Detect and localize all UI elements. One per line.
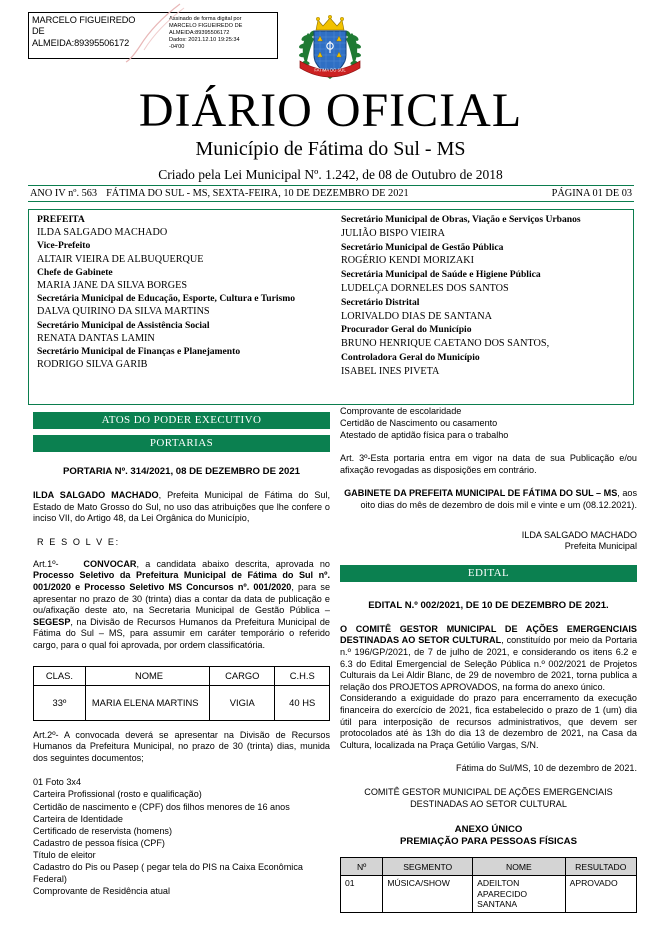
list-item: Carteira de Identidade [33, 813, 123, 824]
official-role: Secretário Municipal de Assistência Social [37, 319, 210, 331]
portaria-preamble [33, 490, 330, 525]
portaria-cabinet-block [340, 488, 637, 511]
article-1-text-a: , a candidata abaixo descrita, aprovada no [136, 558, 330, 569]
list-item: Comprovante de escolaridade [340, 406, 462, 416]
article-1-segesp: SEGESP [33, 616, 71, 627]
edition-page-number: PÁGINA 01 DE 03 [551, 188, 632, 199]
cell-cargo: VIGIA [210, 685, 275, 720]
official-role: Vice-Prefeito [37, 240, 91, 252]
portaria-heading: PORTARIA Nº. 314/2021, 08 DE DEZEMBRO DE 2021 [62, 466, 301, 477]
official-name: ROGÉRIO KENDI MORIZAKI [341, 255, 474, 267]
digital-signature-stamp [28, 12, 278, 59]
edition-left-group [28, 188, 409, 199]
table-row [34, 685, 330, 720]
official-name: LORIVALDO DIAS DE SANTANA [341, 310, 492, 322]
page-title: DIÁRIO OFICIAL [138, 84, 523, 137]
column-header-clas: CLAS. [34, 666, 86, 685]
portaria-article-2: Art.2º- A convocada deverá se apresentar na Divisão de Recursos Humanos da Prefeitura Municipal, no prazo de 30 (trinta) dias, munida dos seguintes documentos; [33, 729, 330, 763]
edital-heading: EDITAL N.º 002/2021, DE 10 DE DEZEMBRO DE 2021. [368, 599, 609, 611]
signature-subject-line1: MARCELO FIGUEIREDO [32, 15, 136, 25]
official-role: Secretário Municipal de Obras, Viação e Serviços Urbanos [341, 214, 581, 225]
coat-of-arms-icon [296, 13, 364, 87]
edition-bar [28, 185, 634, 202]
list-item: Carteira Profissional (rosto e qualificação) [33, 789, 202, 800]
cell-resultado: APROVADO [565, 876, 636, 913]
list-item: Título de eleitor [33, 849, 96, 860]
list-item: Atestado de aptidão física para o trabalho [340, 430, 509, 441]
official-role: Secretária Municipal de Saúde e Higiene Pública [341, 269, 541, 281]
banner-executive-acts: ATOS DO PODER EXECUTIVO [33, 412, 330, 429]
officials-column-right [331, 213, 633, 404]
official-role: Secretário Distrital [341, 296, 420, 308]
signature-detail-line2: MARCELO FIGUEIREDO DE [169, 23, 243, 30]
signature-detail-line4: Dados: 2021.12.10 19:25:34 [169, 37, 240, 44]
official-name: RODRIGO SILVA GARIB [37, 359, 148, 371]
signature-subject-line3: ALMEIDA:89395506172 [32, 37, 130, 48]
banner-portarias: PORTARIAS [33, 435, 330, 452]
article-1-label: Art.1º- [33, 558, 59, 569]
cabinet-rest-text: , aos oito dias do mês de dezembro de dois mil e vinte e um (08.12.2021). [360, 488, 637, 511]
documents-list-left [33, 776, 330, 897]
edital-considerando: Considerando a exiguidade do prazo para encerramento da execução financeira do exercício de 2021, fica estabelecido o prazo de 1 (um) dia útil para interposição de recursos administrativos, que devem ser protocolados até às 13h do dia 13 de dezembro de 2021, na Casa da Cultura, localizada na Praça Getúlio Vargas, S/N. [340, 693, 637, 750]
cell-numero: 01 [341, 876, 383, 913]
banner-edital: EDITAL [340, 565, 637, 582]
annex-subtitle: PREMIAÇÃO PARA PESSOAS FÍSICAS [400, 836, 577, 848]
official-name: BRUNO HENRIQUE CAETANO DOS SANTOS, [341, 338, 550, 350]
edital-place-date: Fátima do Sul/MS, 10 de dezembro de 2021. [456, 763, 637, 774]
portaria-article-3: Art. 3º-Esta portaria entra em vigor na data de sua Publicação e/ou afixação revogadas as disposições em contrário. [340, 453, 637, 475]
column-header-nome: NOME [85, 666, 209, 685]
signature-detail-line5: -04'00 [169, 44, 185, 51]
cabinet-bold-text: GABINETE DA PREFEITA MUNICIPAL DE FÁTIMA DO SUL – MS [344, 488, 618, 499]
content-column-left [33, 412, 330, 897]
official-role: Chefe de Gabinete [37, 266, 113, 278]
officials-box [28, 209, 634, 405]
list-item: Certidão de nascimento e (CPF) dos filhos menores de 16 anos [33, 801, 290, 812]
cell-chs: 40 HS [275, 685, 330, 720]
list-item: Comprovante de Residência atual [33, 886, 170, 897]
edition-place-date: FÁTIMA DO SUL - MS, SEXTA-FEIRA, 10 DE DEZEMBRO DE 2021 [106, 188, 409, 199]
list-item: Cadastro do Pis ou Pasep ( pegar tela do PIS na Caixa Econômica Federal) [33, 861, 303, 885]
portaria-preamble-text: , Prefeita Municipal de Fátima do Sul, Estado de Mato Grosso do Sul, no uso das atribuições que lhe confere o inciso VII, do Artigo 48, da Lei Orgânica do Município, [33, 490, 330, 524]
official-role: Controladora Geral do Município [341, 351, 480, 363]
column-header-cargo: CARGO [210, 666, 275, 685]
cell-nome: MARIA ELENA MARTINS [85, 685, 209, 720]
list-item: Cadastro de pessoa física (CPF) [33, 837, 165, 848]
official-name: JULIÃO BISPO VIEIRA [341, 227, 445, 239]
portaria-article-1 [33, 559, 330, 652]
edital-committee-bold: O COMITÊ GESTOR MUNICIPAL DE AÇÕES EMERGENCIAIS DESTINADAS AO SETOR CULTURAL [340, 623, 637, 646]
list-item: Certificado de reservista (homens) [33, 825, 172, 836]
column-header-nome: NOME [473, 858, 565, 876]
column-header-resultado: RESULTADO [565, 858, 636, 876]
portaria-signer-title: Prefeita Municipal [564, 541, 637, 552]
svg-text:FATIMA DO SUL: FATIMA DO SUL [314, 67, 346, 73]
official-name: ILDA SALGADO MACHADO [37, 227, 168, 239]
official-name: ALTAIR VIEIRA DE ALBUQUERQUE [37, 253, 204, 265]
official-role: Procurador Geral do Município [341, 324, 472, 336]
column-header-segmento: SEGMENTO [383, 858, 473, 876]
portaria-resolve: R E S O L V E: [37, 536, 120, 547]
signature-subject-line2: DE [32, 26, 45, 37]
signature-subject [29, 13, 165, 58]
signature-detail-line1: Assinado de forma digital por [169, 16, 242, 22]
signature-details [165, 13, 277, 58]
official-role: Secretário Municipal de Finanças e Planejamento [37, 346, 241, 358]
official-name: ISABEL INES PIVETA [341, 365, 440, 377]
official-name: RENATA DANTAS LAMIN [37, 332, 155, 344]
signature-detail-line3: ALMEIDA:89395506172 [169, 30, 230, 37]
masthead [0, 86, 661, 185]
table-header-row [34, 666, 330, 685]
official-name: MARIA JANE DA SILVA BORGES [37, 280, 188, 292]
official-role: PREFEITA [37, 214, 85, 225]
documents-list-right [340, 405, 637, 441]
official-name: LUDELÇA DORNELES DOS SANTOS [341, 282, 509, 294]
annex-title: ANEXO ÚNICO [454, 824, 523, 836]
official-role: Secretário Municipal de Gestão Pública [341, 241, 504, 253]
cell-clas: 33º [34, 685, 86, 720]
edital-body-text: , constituído por meio da Portaria n.º 196/GP/2021, de 7 de julho de 2021, e considerando os itens 6.2 e 6.3 do Edital Emergencial de Seleção Pública n.º 002/2021 de Projetos Culturais da Lei Aldir Blanc, de 29 de novembro de 2021, torna publica a relação dos PROJETOS APROVADOS, na forma do anexo único. [340, 635, 638, 692]
article-1-text-c: , para se apresentar no prazo de 30 (trinta) dias a contar da data de publicação e ou/afixação deste ato, na Secretaria Municipal de Gestão Pública – [33, 581, 330, 616]
masthead-subtitle: Município de Fátima do Sul - MS [195, 138, 466, 160]
portaria-preamble-signer: ILDA SALGADO MACHADO [33, 490, 159, 500]
cell-segmento: MÚSICA/SHOW [383, 876, 473, 913]
table-header-row [341, 858, 637, 876]
masthead-law-reference: Criado pela Lei Municipal Nº. 1.242, de 08 de Outubro de 2018 [158, 167, 503, 182]
article-1-verb: CONVOCAR [83, 558, 137, 569]
list-item: Certidão de Nascimento ou casamento [340, 418, 498, 429]
article-1-text-e: , na Divisão de Recursos Humanos da Prefeitura Municipal de Fátima do Sul – MS, para assumir em caráter temporário o referido cargo, para o qual foi aprovada, por ordem classificatória. [33, 616, 330, 650]
table-row [341, 876, 637, 913]
candidate-table [33, 666, 330, 721]
official-name: DALVA QUIRINO DA SILVA MARTINS [37, 306, 210, 318]
annex-table [340, 857, 637, 913]
edital-committee-signature: COMITÊ GESTOR MUNICIPAL DE AÇÕES EMERGENCIAIS DESTINADAS AO SETOR CULTURAL [364, 786, 613, 809]
officials-column-left [29, 213, 331, 404]
column-header-numero: Nº [341, 858, 383, 876]
article-1-process: Processo Seletivo da Prefeitura Municipal de Fátima do Sul nº. 001/2020 e Processo Seletivo MS Concursos nº. 001/2020 [33, 570, 330, 592]
edition-year-number: ANO IV nº. 563 [30, 188, 98, 199]
edital-body [340, 624, 637, 694]
official-role: Secretária Municipal de Educação, Esporte, Cultura e Turismo [37, 293, 296, 305]
column-header-chs: C.H.S [275, 666, 330, 685]
portaria-signer-name: ILDA SALGADO MACHADO [521, 529, 637, 540]
cell-nome: ADEILTON APARECIDO SANTANA [473, 876, 565, 913]
content-column-right [340, 405, 637, 913]
list-item: 01 Foto 3x4 [33, 777, 82, 788]
